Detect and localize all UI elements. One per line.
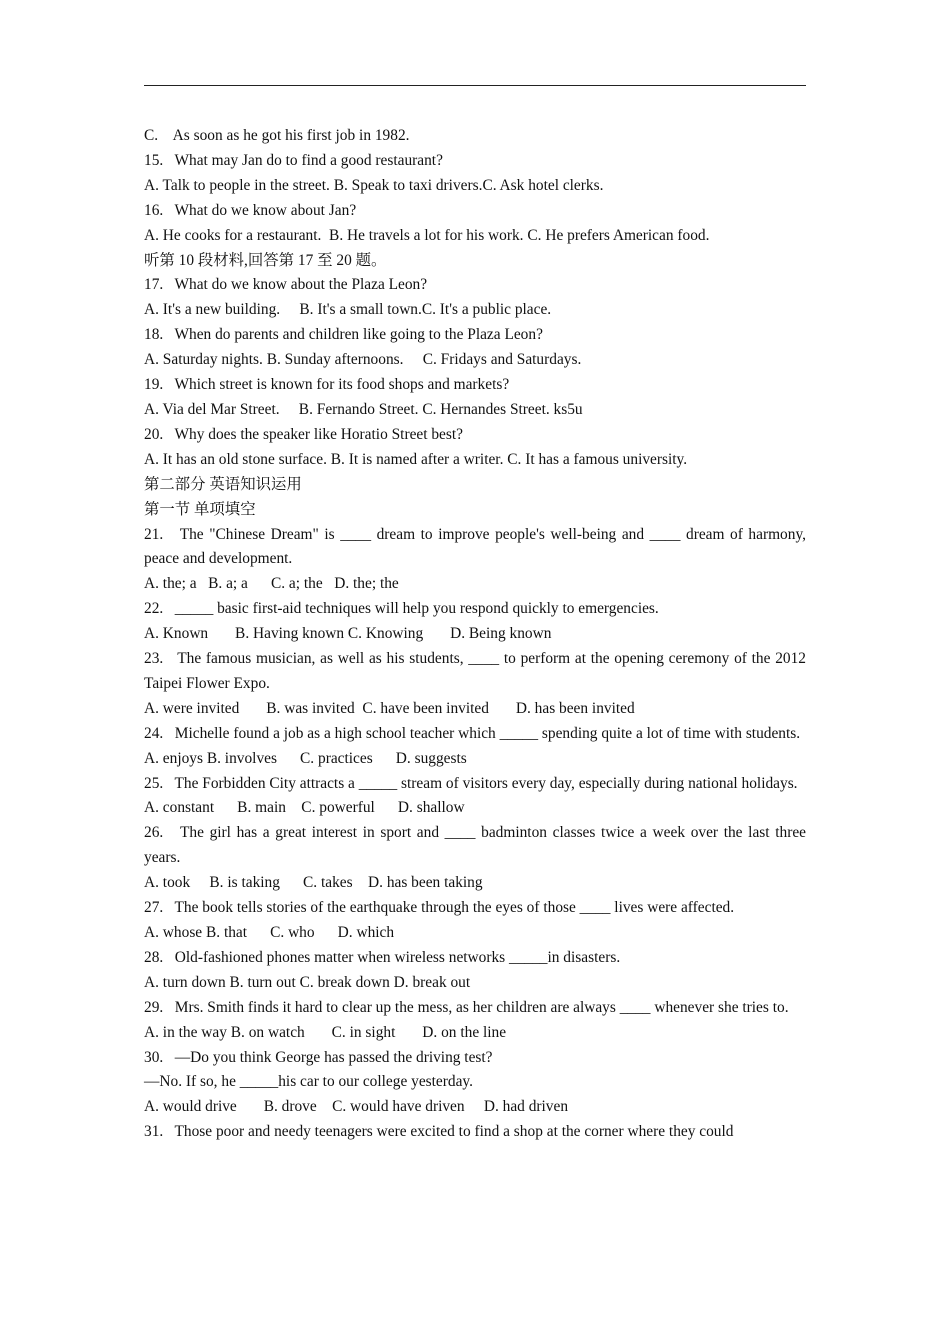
text-line: A. Known B. Having known C. Knowing D. Being known [144,625,552,643]
text-line: A. Talk to people in the street. B. Speak to taxi drivers.C. Ask hotel clerks. [144,176,604,194]
document-body [144,124,810,1145]
text-line: 28. Old-fashioned phones matter when wireless networks _____in disasters. [144,948,621,966]
text-line: —No. If so, he _____his car to our college yesterday. [144,1073,473,1091]
text-line: 17. What do we know about the Plaza Leon? [144,276,428,294]
text-line: A. in the way B. on watch C. in sight D. on the line [144,1023,507,1041]
text-paragraph: 23. The famous musician, as well as his students, ____ to perform at the opening ceremony of the 2012 Taipei Flower Expo. [144,650,810,692]
text-line: A. turn down B. turn out C. break down D. break out [144,973,471,991]
text-line: 第一节 单项填空 [144,500,256,518]
text-line: A. whose B. that C. who D. which [144,924,395,941]
text-paragraph: 21. The "Chinese Dream" is ____ dream to improve people's well-being and ____ dream of harmony, peace and development. [144,525,810,568]
text-line: 18. When do parents and children like going to the Plaza Leon? [144,326,543,344]
header-rule [144,85,806,86]
text-line: A. constant B. main C. powerful D. shallow [144,799,465,817]
text-line: A. were invited B. was invited C. have been invited D. has been invited [144,699,635,717]
text-paragraph: 31. Those poor and needy teenagers were excited to find a shop at the corner where they could [144,1123,734,1141]
text-paragraph: 24. Michelle found a job as a high school teacher which _____ spending quite a lot of time with students. [144,724,801,742]
text-paragraph: 29. Mrs. Smith finds it hard to clear up the mess, as her children are always ____ whenever she tries to. [144,998,789,1016]
text-line: 16. What do we know about Jan? [144,201,357,219]
text-line: A. He cooks for a restaurant. B. He travels a lot for his work. C. He prefers American food. [144,226,710,244]
text-line: C. As soon as he got his first job in 1982. [144,127,410,144]
text-paragraph: 25. The Forbidden City attracts a _____ stream of visitors every day, especially during national holidays. [144,774,798,792]
text-line: A. enjoys B. involves C. practices D. suggests [144,749,467,767]
text-line: 22. _____ basic first-aid techniques will help you respond quickly to emergencies. [144,600,659,618]
text-line: A. would drive B. drove C. would have driven D. had driven [144,1098,569,1116]
text-line: 20. Why does the speaker like Horatio Street best? [144,425,463,443]
text-line: A. took B. is taking C. takes D. has been taking [144,874,483,892]
text-line: 15. What may Jan do to find a good restaurant? [144,151,443,169]
text-paragraph: 26. The girl has a great interest in sport and ____ badminton classes twice a week over the last three years. [144,824,810,867]
text-line: 27. The book tells stories of the earthquake through the eyes of those ____ lives were affected. [144,899,735,917]
text-line: 30. —Do you think George has passed the driving test? [144,1048,493,1066]
text-line: 19. Which street is known for its food shops and markets? [144,376,510,394]
text-line: 第二部分 英语知识运用 [144,475,302,493]
text-line: A. Via del Mar Street. B. Fernando Street. C. Hernandes Street. ks5u [144,400,583,418]
text-line: A. It has an old stone surface. B. It is named after a writer. C. It has a famous university. [144,450,688,468]
text-line: A. It's a new building. B. It's a small town.C. It's a public place. [144,301,552,319]
text-line: A. Saturday nights. B. Sunday afternoons. C. Fridays and Saturdays. [144,351,582,369]
text-line: 听第 10 段材料,回答第 17 至 20 题。 [144,251,387,269]
text-line: A. the; a B. a; a C. a; the D. the; the [144,575,399,593]
